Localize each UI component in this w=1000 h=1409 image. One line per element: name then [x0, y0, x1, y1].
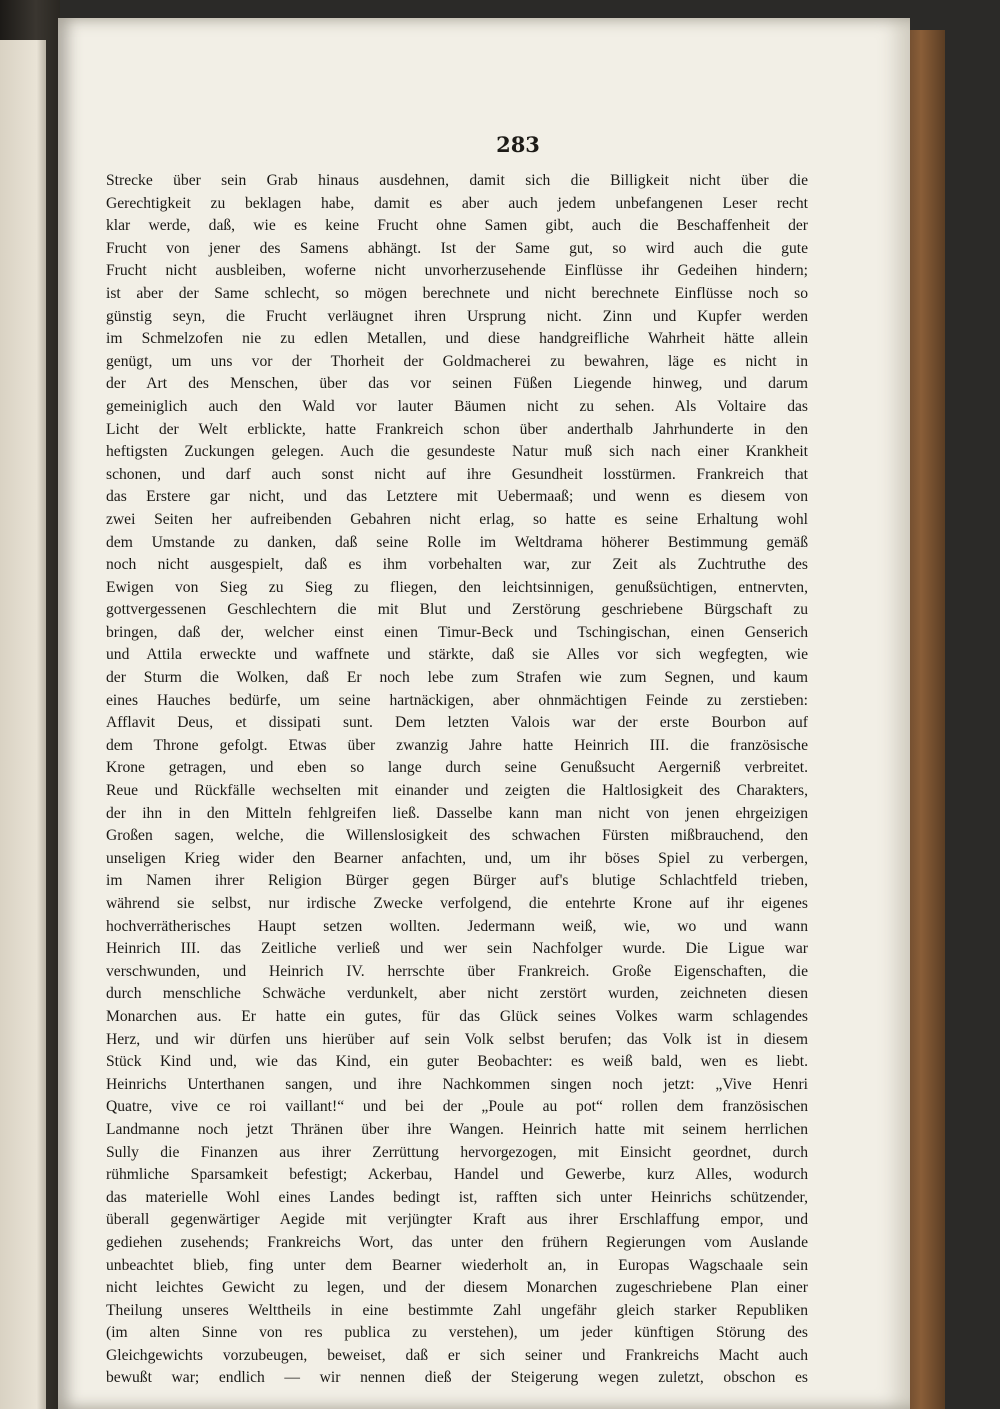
- text-line: Quatre, vive ce roi vaillant!“ und bei der „Poule au pot“ rollen dem französischen: [106, 1098, 808, 1116]
- text-line: verschwunden, und Heinrich IV. herrschte über Frankreich. Große Eigenschaften, die: [106, 962, 808, 980]
- text-line: Großen sagen, welche, die Willenslosigkeit des schwachen Fürsten mißbrauchend, den: [106, 827, 808, 845]
- text-line: nicht leichtes Gewicht zu legen, und der diesem Monarchen zugeschriebene Plan einer: [106, 1279, 808, 1297]
- text-line: Licht der Welt erblickte, hatte Frankreich schon über anderthalb Jahrhunderte in den: [106, 420, 808, 438]
- text-line: Herz, und wir dürfen uns hierüber auf sein Volk selbst berufen; das Volk ist in diesem: [106, 1030, 808, 1048]
- text-line: schonen, und darf auch sonst nicht auf ihre Gesundheit losstürmen. Frankreich that: [106, 465, 808, 483]
- page-number: 283: [496, 132, 540, 157]
- text-line: bewußt war; endlich — wir nennen dieß der Steigerung wegen zuletzt, obschon es: [106, 1369, 808, 1387]
- text-line: Gerechtigkeit zu beklagen habe, damit es aber auch jedem unbefangenen Leser recht: [106, 194, 808, 212]
- text-line: im Schmelzofen nie zu edlen Metallen, und diese handgreifliche Wahrheit hätte allein: [106, 330, 808, 348]
- text-line: hochverrätherisches Haupt setzen wollten. Jedermann weiß, wie, wo und wann: [106, 917, 808, 935]
- text-line: günstig seyn, die Frucht verläugnet ihren Ursprung nicht. Zinn und Kupfer werden: [106, 307, 808, 325]
- text-line: heftigsten Zuckungen gelegen. Auch die gesundeste Natur muß sich nach einer Krankheit: [106, 443, 808, 461]
- text-line: und Attila erweckte und waffnete und stärkte, daß sie Alles vor sich wegfegten, wie: [106, 646, 808, 664]
- text-line: das Erstere gar nicht, und das Letztere mit Uebermaaß; und wenn es diesem von: [106, 488, 808, 506]
- left-page-edge: [0, 40, 46, 1409]
- text-line: der ihn in den Mitteln fehlgreifen ließ. Dasselbe kann man nicht von jenen ehrgeizigen: [106, 804, 808, 822]
- text-line: eines Hauches bedürfe, um seine hartnäckigen, aber ohnmächtigen Feinde zu zerstieben:: [106, 691, 808, 709]
- text-line: ist aber der Same schlecht, so mögen berechnete und nicht berechnete Einflüsse noch so: [106, 284, 808, 302]
- text-line: Gleichgewichts vorzubeugen, beweiset, daß er sich seiner und Frankreichs Macht auch: [106, 1346, 808, 1364]
- text-line: der Art des Menschen, über das vor seinen Füßen Liegende hinweg, und darum: [106, 375, 808, 393]
- text-line: Frucht von jener des Samens abhängt. Ist der Same gut, so wird auch die gute: [106, 239, 808, 257]
- text-line: Ewigen von Sieg zu Sieg zu fliegen, den leichtsinnigen, genußsüchtigen, entnervten,: [106, 578, 808, 596]
- text-line: Reue und Rückfälle wechselten mit einander und zeigten die Haltlosigkeit des Charakters,: [106, 782, 808, 800]
- text-line: noch nicht ausgespielt, daß es ihm vorbehalten war, zur Zeit als Zuchtruthe des: [106, 556, 808, 574]
- text-line: während sie selbst, nur irdische Zwecke verfolgend, die entehrte Krone auf ihr eigenes: [106, 895, 808, 912]
- text-line: Heinrichs Unterthanen sangen, und ihre Nachkommen singen noch jetzt: „Vive Henri: [106, 1075, 808, 1093]
- text-line: Landmanne noch jetzt Thränen über ihre Wangen. Heinrich hatte mit seinem herrlichen: [106, 1120, 808, 1138]
- text-line: Afflavit Deus, et dissipati sunt. Dem letzten Valois war der erste Bourbon auf: [106, 714, 808, 732]
- book-cover-edge: [905, 30, 945, 1409]
- body-text: [106, 170, 808, 1390]
- text-line: Stück Kind und, wie das Kind, ein guter Beobachter: es weiß bald, wen es liebt.: [106, 1053, 808, 1071]
- text-line: klar werde, daß, wie es keine Frucht ohne Samen gibt, auch die Beschaffenheit der: [106, 217, 808, 235]
- text-line: gediehen zusehends; Frankreichs Wort, das unter den frühern Regierungen vom Auslande: [106, 1233, 808, 1251]
- text-line: bringen, daß der, welcher einst einen Timur-Beck und Tschingischan, einen Genserich: [106, 623, 808, 641]
- text-line: gottvergessenen Geschlechtern die mit Blut und Zerstörung geschriebene Bürgschaft zu: [106, 601, 808, 619]
- text-line: überall gegenwärtiger Aegide mit verjüngter Kraft aus ihrer Erschlaffung empor, und: [106, 1211, 808, 1229]
- text-line: gemeiniglich auch den Wald vor lauter Bäumen nicht zu sehen. Als Voltaire das: [106, 397, 808, 415]
- text-line: dem Umstande zu danken, daß seine Rolle im Weltdrama höherer Bestimmung gemäß: [106, 533, 808, 551]
- text-line: Krone getragen, und eben so lange durch seine Genußsucht Aergerniß verbreitet.: [106, 759, 808, 777]
- text-line: rühmliche Sparsamkeit befestigt; Ackerbau, Handel und Gewerbe, kurz Alles, wodurch: [106, 1166, 808, 1184]
- text-line: das materielle Wohl eines Landes bedingt ist, rafften sich unter Heinrichs schützender,: [106, 1188, 808, 1206]
- text-line: genügt, um uns vor der Thorheit der Goldmacherei zu bewahren, läge es nicht in: [106, 352, 808, 370]
- text-line: durch menschliche Schwäche verdunkelt, aber nicht zerstört wurden, zeichneten diesen: [106, 985, 808, 1003]
- text-line: Sully die Finanzen aus ihrer Zerrüttung hervorgezogen, mit Einsicht geordnet, durch: [106, 1143, 808, 1161]
- text-line: dem Throne gefolgt. Etwas über zwanzig Jahre hatte Heinrich III. die französische: [106, 736, 808, 754]
- text-line: zwei Seiten her aufreibenden Gebahren nicht erlag, so hatte es seine Erhaltung wohl: [106, 510, 808, 528]
- text-line: Strecke über sein Grab hinaus ausdehnen, damit sich die Billigkeit nicht über die: [106, 172, 808, 189]
- text-line: Monarchen aus. Er hatte ein gutes, für das Glück seines Volkes warm schlagendes: [106, 1007, 808, 1025]
- text-line: Frucht nicht ausbleiben, woferne nicht unvorherzusehende Einflüsse ihr Gedeihen hindern;: [106, 262, 808, 280]
- text-line: Theilung unseres Welttheils in eine bestimmte Zahl ungefähr gleich starker Republiken: [106, 1301, 808, 1319]
- text-line: der Sturm die Wolken, daß Er noch lebe zum Strafen wie zum Segnen, und kaum: [106, 669, 808, 687]
- text-line: unbeachtet blieb, fing unter dem Bearner wiederholt an, in Europas Wagschaale sein: [106, 1256, 808, 1274]
- text-line: (im alten Sinne von res publica zu verstehen), um jeder künftigen Störung des: [106, 1324, 808, 1342]
- text-line: im Namen ihrer Religion Bürger gegen Bürger auf's blutige Schlachtfeld trieben,: [106, 872, 808, 890]
- text-line: Heinrich III. das Zeitliche verließ und wer sein Nachfolger wurde. Die Ligue war: [106, 940, 808, 958]
- text-line: unseligen Krieg wider den Bearner anfachten, und, um ihr böses Spiel zu verbergen,: [106, 849, 808, 867]
